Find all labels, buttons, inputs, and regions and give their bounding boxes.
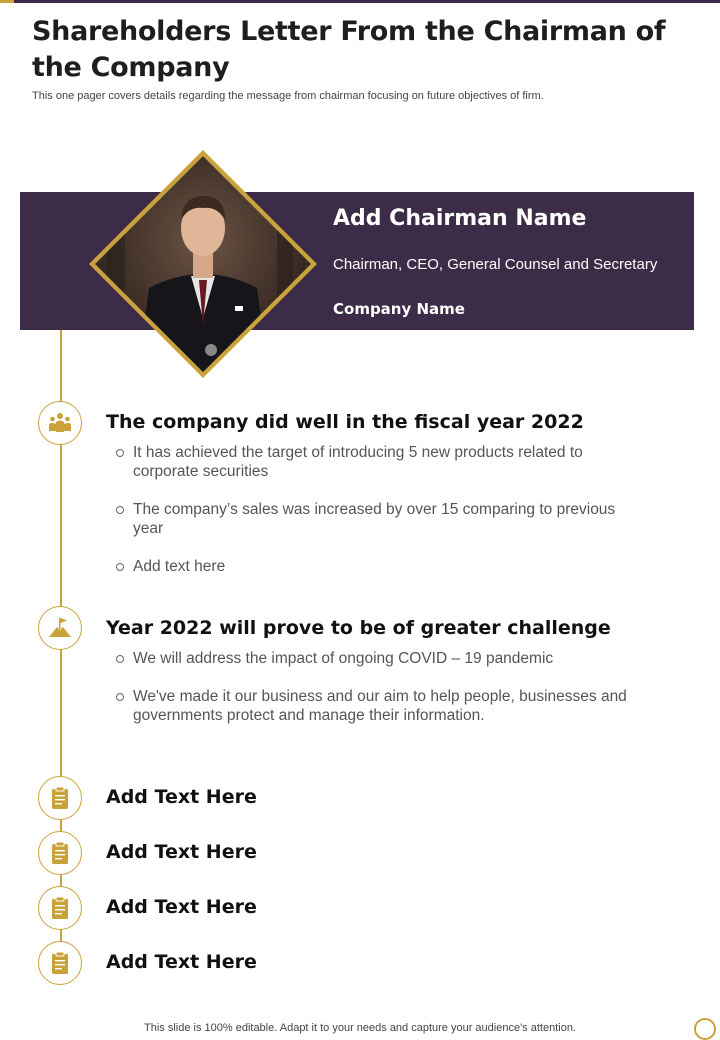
item-1-icon-circle: [38, 776, 82, 820]
section-2-icon-circle: [38, 606, 82, 650]
item-2-label: Add Text Here: [106, 841, 257, 863]
list-item: We will address the impact of ongoing COVID – 19 pandemic: [116, 649, 636, 668]
item-1-label: Add Text Here: [106, 786, 257, 808]
list-item: We've made it our business and our aim to help people, businesses and governments protect and manage their information.: [116, 687, 636, 725]
top-accent: [0, 0, 14, 3]
chairman-portrait-icon: [87, 148, 319, 380]
chairman-name: Add Chairman Name: [333, 206, 587, 231]
chairman-role: Chairman, CEO, General Counsel and Secretary: [333, 256, 658, 273]
clipboard-icon: [47, 895, 73, 921]
mountain-flag-icon: [47, 615, 73, 641]
section-2-heading: Year 2022 will prove to be of greater challenge: [106, 617, 611, 639]
item-4-label: Add Text Here: [106, 951, 257, 973]
clipboard-icon: [47, 840, 73, 866]
clipboard-icon: [47, 785, 73, 811]
item-3-label: Add Text Here: [106, 896, 257, 918]
list-item: It has achieved the target of introducing 5 new products related to corporate securities: [116, 443, 636, 481]
company-name: Company Name: [333, 300, 465, 318]
people-icon: [47, 410, 73, 436]
page-footer: This slide is 100% editable. Adapt it to your needs and capture your audience's attention.: [144, 1022, 576, 1034]
list-item: Add text here: [116, 557, 636, 576]
chairman-photo: [87, 148, 319, 380]
list-item: The company’s sales was increased by over 15 comparing to previous year: [116, 500, 636, 538]
section-1-icon-circle: [38, 401, 82, 445]
section-1-heading: The company did well in the fiscal year 2022: [106, 411, 584, 433]
top-rule: [0, 0, 720, 3]
section-2-bullets: [116, 649, 636, 744]
item-2-icon-circle: [38, 831, 82, 875]
item-3-icon-circle: [38, 886, 82, 930]
corner-circle-icon: [694, 1018, 716, 1040]
page-title: Shareholders Letter From the Chairman of the Company: [32, 16, 666, 83]
clipboard-icon: [47, 950, 73, 976]
page-subtitle: This one pager covers details regarding the message from chairman focusing on future objectives of firm.: [32, 90, 544, 102]
item-4-icon-circle: [38, 941, 82, 985]
section-1-bullets: [116, 443, 636, 595]
